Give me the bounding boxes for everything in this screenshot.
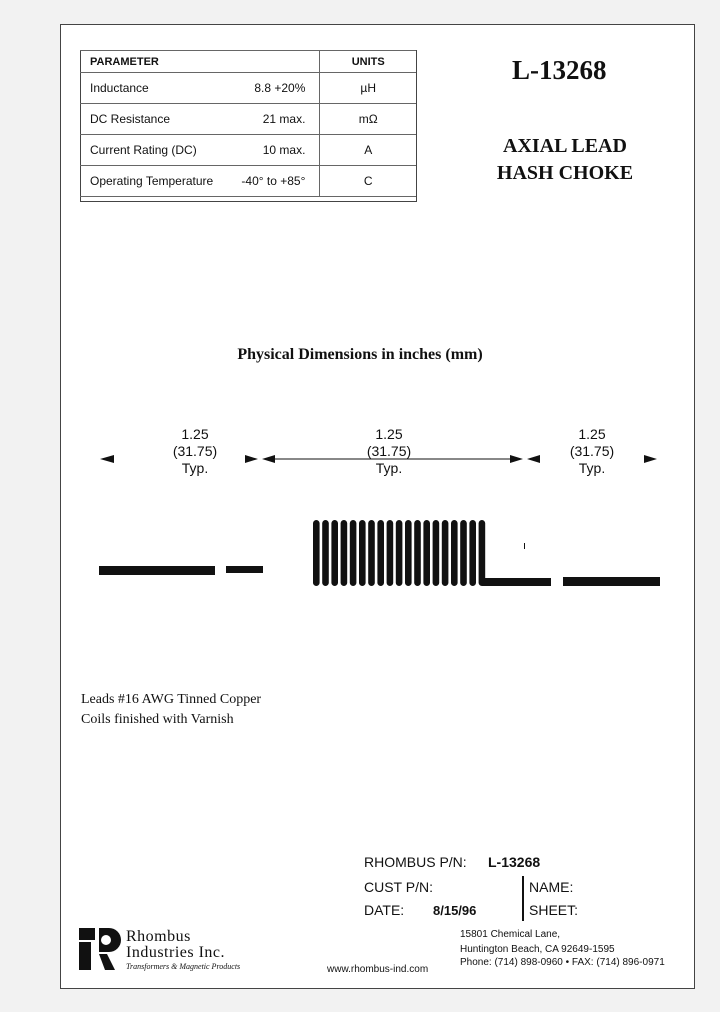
dim-mm: (31.75) [172,443,218,459]
coil-turn [331,520,338,586]
choke-drawing [0,440,720,600]
mark [524,543,525,549]
units-header: UNITS [320,51,416,73]
date-label: DATE: [364,902,405,918]
row-value: 8.8 +20% [219,73,320,104]
coil-turn [396,520,403,586]
rhombus-logo-icon [79,928,121,970]
dim-inches: 1.25 [375,426,403,442]
dimensions-title: Physical Dimensions in inches (mm) [237,346,483,363]
arrow-right-outer [644,455,657,463]
rhombus-pn-label: RHOMBUS P/N: [364,854,467,870]
coil-turn [442,520,449,586]
coil-turn [414,520,421,586]
dim-note: Typ. [181,460,209,476]
table-row [80,135,416,166]
lead-left-stub [226,566,263,573]
coil-turn [359,520,366,586]
company-name-line-2: Industries Inc. [126,944,226,961]
coil-turn [377,520,384,586]
note-leads: Leads #16 AWG Tinned Copper [81,692,262,707]
rhombus-pn-value: L-13268 [488,854,541,870]
description-line-2: HASH CHOKE [496,162,634,184]
address-line-1: 15801 Chemical Lane, [460,929,561,940]
arrow-right-inner [527,455,540,463]
row-unit: mΩ [320,104,416,135]
coil-turn [341,520,348,586]
row-value: 10 max. [219,135,320,166]
address-line-2: Huntington Beach, CA 92649-1595 [460,944,615,955]
sheet-label: SHEET: [529,902,579,918]
coil-turn [469,520,476,586]
coil-turn [350,520,357,586]
coil-turn [368,520,375,586]
company-name-line-1: Rhombus [126,928,191,945]
dim-inches: 1.25 [181,426,209,442]
arrow-left-outer [100,455,114,463]
lead-right-outer [563,577,660,586]
coil-windings [313,520,485,586]
row-parameter: DC Resistance [80,104,219,135]
company-tagline: Transformers & Magnetic Products [126,962,241,971]
title-block-divider [522,876,524,921]
name-label: NAME: [529,879,574,895]
row-parameter: Current Rating (DC) [80,135,219,166]
coil-turn [451,520,458,586]
row-unit: µH [320,73,416,104]
row-parameter: Inductance [80,73,219,104]
note-coils: Coils finished with Varnish [81,712,234,727]
lead-right-inner [482,578,551,586]
notes [81,690,261,730]
table-row [80,104,416,135]
dim-inches: 1.25 [578,426,606,442]
phone-fax: Phone: (714) 898-0960 • FAX: (714) 896-0971 [460,957,665,968]
row-value: -40° to +85° [219,166,320,197]
coil-turn [387,520,394,586]
company-website: www.rhombus-ind.com [327,964,429,975]
description-line-1: AXIAL LEAD [503,135,627,157]
coil-turn [460,520,467,586]
dim-note: Typ. [375,460,403,476]
spec-table-header [80,51,416,73]
spec-table [80,50,416,197]
coil-turn [313,520,320,586]
row-value: 21 max. [219,104,320,135]
part-description [470,133,660,187]
date-value: 8/15/96 [433,903,477,918]
parameter-header: PARAMETER [80,51,320,73]
coil-turn [423,520,430,586]
row-parameter: Operating Temperature [80,166,219,197]
coil-turn [433,520,440,586]
table-row [80,166,416,197]
table-row [80,73,416,104]
lead-left [99,566,215,575]
row-unit: C [320,166,416,197]
arrow-left-inner [245,455,258,463]
dim-mm: (31.75) [366,443,412,459]
coil-turn [322,520,329,586]
dim-mm: (31.75) [569,443,615,459]
cust-pn-label: CUST P/N: [364,879,433,895]
part-number-title: L-13268 [512,55,607,85]
coil-turn [479,520,486,586]
row-unit: A [320,135,416,166]
coil-turn [405,520,412,586]
dim-note: Typ. [578,460,606,476]
